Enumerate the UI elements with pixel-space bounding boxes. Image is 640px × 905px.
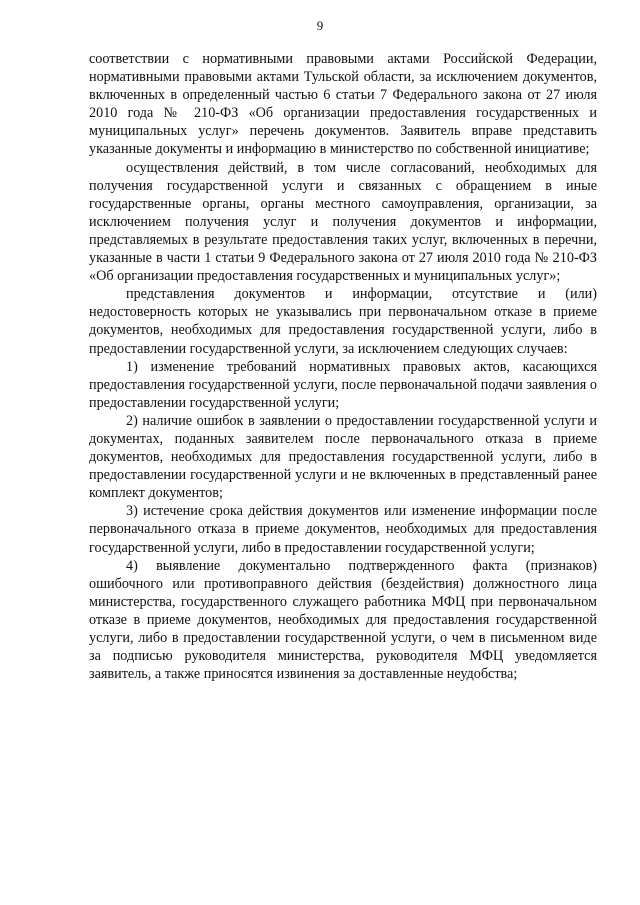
- document-body: [89, 50, 597, 683]
- paragraph-continuation: соответствии с нормативными правовыми актами Российской Федерации, нормативными правовыми актами Тульской области, за исключением документов, включенных в определенный частью 6 статьи 7 Федерального закона от 27 июля 2010 года № 210-ФЗ «Об организации предоставления государственных и муниципальных услуг» перечень документов. Заявитель вправе представить указанные документы и информацию в министерство по собственной инициативе;: [89, 51, 597, 158]
- page-number: 9: [316, 18, 324, 33]
- list-item-3: 3) истечение срока действия документов или изменение информации после первоначального отказа в приеме документов, необходимых для предоставления государственной услуги, либо в предоставлении государственной услуги;: [89, 503, 597, 556]
- list-item-4: 4) выявление документально подтвержденного факта (признаков) ошибочного или противоправного действия (бездействия) должностного лица министерства, государственного служащего работника МФЦ при первоначальном отказе в приеме документов, необходимых для предоставления государственной услуги, либо в предоставлении государственной услуги, о чем в письменном виде за подписью руководителя министерства, руководителя МФЦ уведомляется заявитель, а также приносятся извинения за доставленные неудобства;: [89, 557, 597, 683]
- list-item-1: 1) изменение требований нормативных правовых актов, касающихся предоставления государственной услуги, после первоначальной подачи заявления о предоставлении государственной услуги;: [89, 358, 597, 411]
- paragraph-documents-info: представления документов и информации, отсутствие и (или) недостоверность которых не указывались при первоначальном отказе в приеме документов, необходимых для предоставления государственной услуги, либо в предоставлении государственной услуги, за исключением следующих случаев:: [89, 286, 597, 357]
- list-item-2: 2) наличие ошибок в заявлении о предоставлении государственной услуги и документах, поданных заявителем после первоначального отказа в приеме документов, необходимых для предоставления государственной услуги, либо в предоставлении государственной услуги и не включенных в представленный ранее комплект документов;: [89, 412, 597, 502]
- paragraph-actions: осуществления действий, в том числе согласований, необходимых для получения государственной услуги и связанных с обращением в иные государственные органы, органы местного самоуправления, организации, за исключением получения услуг и получения документов и информации, представляемых в результате предоставления таких услуг, включенных в перечни, указанные в части 1 статьи 9 Федерального закона от 27 июля 2010 года № 210-ФЗ «Об организации предоставления государственных и муниципальных услуг»;: [89, 159, 597, 285]
